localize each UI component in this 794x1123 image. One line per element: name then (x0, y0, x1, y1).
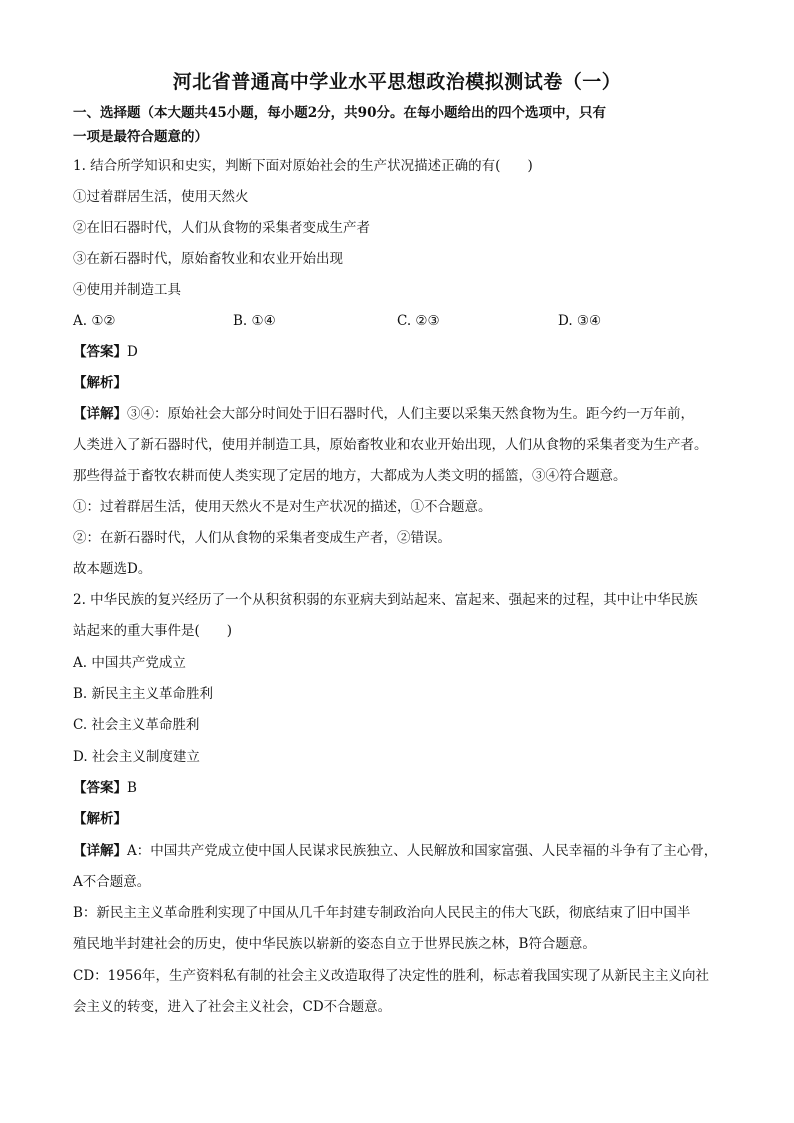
q1-stem: 1. 结合所学知识和史实，判断下面对原始社会的生产状况描述正确的有( ) (73, 158, 533, 174)
q1-detail-line3: 那些得益于畜牧农耕而使人类实现了定居的地方，大都成为人类文明的摇篮，③④符合题意。 (73, 468, 627, 484)
q2-analysis-label: 【解析】 (73, 811, 127, 827)
q2-option-c: C. 社会主义革命胜利 (73, 717, 200, 733)
q1-option-c: C. ②③ (397, 313, 440, 329)
q2-detail-line1 (73, 841, 717, 861)
q1-detail-line2: 人类进入了新石器时代，使用并制造工具，原始畜牧业和农业开始出现，人们从食物的采集者变为生产者。 (73, 437, 708, 453)
section-heading-line2: 一项是最符合题意的） (73, 129, 208, 145)
q1-detail-line1 (73, 404, 694, 424)
q2-stem-line1: 2. 中华民族的复兴经历了一个从积贫积弱的东亚病夫到站起来、富起来、强起来的过程，其中让中华民族 (73, 592, 698, 608)
q1-answer-value: D (127, 344, 138, 360)
q1-option-b: B. ①④ (233, 313, 276, 329)
q2-stem-line2: 站起来的重大事件是( ) (73, 623, 233, 639)
section-heading-line1: 一、选择题（本大题共45小题，每小题2分，共90分。在每小题给出的四个选项中，只有 (73, 105, 606, 121)
q1-option-a: A. ①② (73, 313, 116, 329)
q1-answer (73, 342, 138, 362)
q1-detail-line6: 故本题选D。 (73, 561, 152, 577)
q2-option-b: B. 新民主主义革命胜利 (73, 686, 214, 702)
q1-item-1: ①过着群居生活，使用天然火 (73, 189, 249, 205)
q1-answer-label: 【答案】 (73, 344, 127, 360)
page-title: 河北省普通高中学业水平思想政治模拟测试卷（一） (172, 71, 622, 93)
q1-detail-line4: ①：过着群居生活，使用天然火不是对生产状况的描述，①不合题意。 (73, 499, 492, 515)
q2-detail-label: 【详解】 (73, 843, 127, 859)
q1-detail-text-1: ③④：原始社会大部分时间处于旧石器时代，人们主要以采集天然食物为生。距今约一万年前， (127, 406, 694, 422)
q1-item-3: ③在新石器时代，原始畜牧业和农业开始出现 (73, 251, 343, 267)
q1-analysis-label: 【解析】 (73, 375, 127, 391)
q1-detail-line5: ②：在新石器时代，人们从食物的采集者变成生产者，②错误。 (73, 530, 451, 546)
q1-item-4: ④使用并制造工具 (73, 282, 181, 298)
q2-option-d: D. 社会主义制度建立 (73, 749, 200, 765)
q2-option-a: A. 中国共产党成立 (73, 655, 186, 671)
q2-answer (73, 778, 137, 798)
q2-detail-line5: CD：1956年，生产资料私有制的社会主义改造取得了决定性的胜利，标志着我国实现了从新民主主义向社 (73, 968, 710, 984)
q2-answer-label: 【答案】 (73, 780, 127, 796)
q2-detail-line6: 会主义的转变，进入了社会主义社会，CD不合题意。 (73, 999, 392, 1015)
q2-detail-line2: A不合题意。 (73, 874, 151, 890)
q1-detail-label: 【详解】 (73, 406, 127, 422)
q2-detail-text-1: A：中国共产党成立使中国人民谋求民族独立、人民解放和国家富强、人民幸福的斗争有了主心骨， (127, 843, 718, 859)
q2-detail-line4: 殖民地半封建社会的历史，使中华民族以崭新的姿态自立于世界民族之林，B符合题意。 (73, 936, 596, 952)
q2-answer-value: B (127, 780, 137, 796)
q1-option-d: D. ③④ (558, 313, 602, 329)
q1-item-2: ②在旧石器时代，人们从食物的采集者变成生产者 (73, 220, 370, 236)
q2-detail-line3: B：新民主主义革命胜利实现了中国从几千年封建专制政治向人民民主的伟大飞跃，彻底结束了旧中国半 (73, 905, 691, 921)
